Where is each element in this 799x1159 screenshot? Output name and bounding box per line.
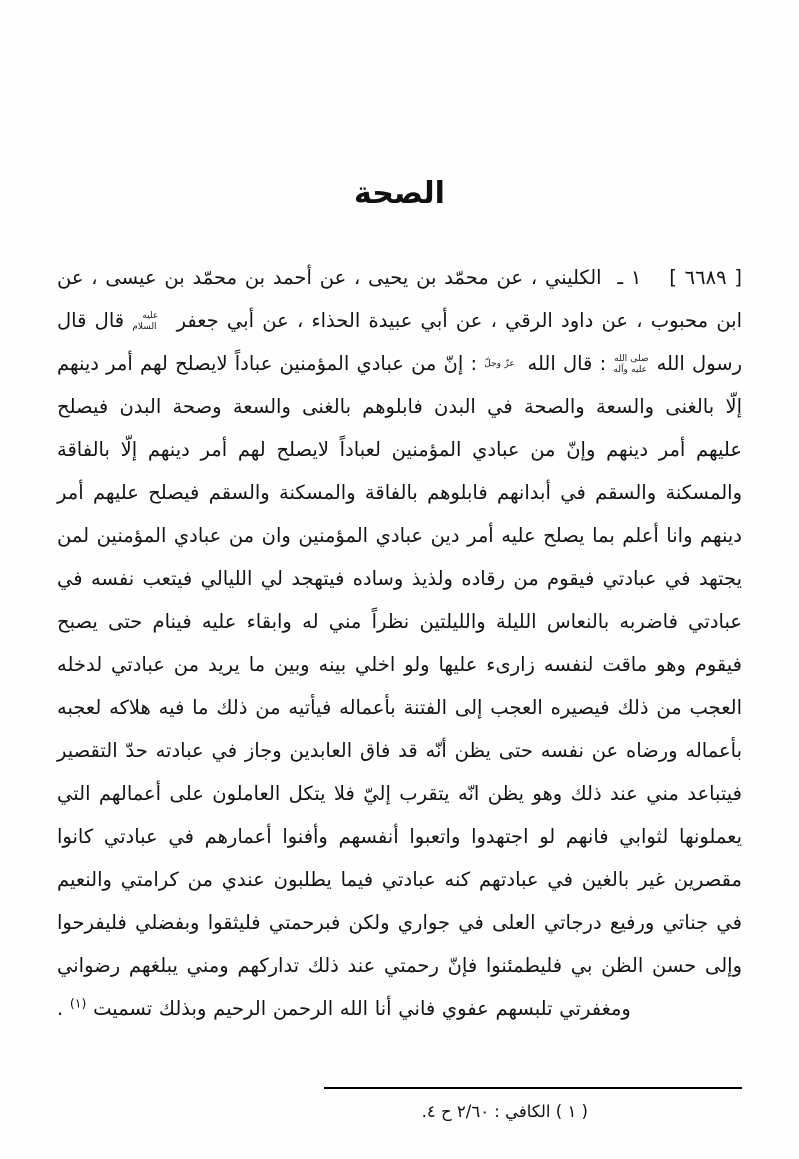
footnote-reference-marker: (١) — [69, 995, 87, 1011]
honorific-imam: عليه السلام — [132, 311, 159, 332]
footnote-citation: ( ١ ) الكافي : ٢/٦٠ ح ٤. — [421, 1102, 588, 1121]
colon-after-prophet: : — [599, 352, 607, 375]
end-period: . — [57, 997, 64, 1020]
hadith-qala-allah: قال الله — [527, 352, 593, 375]
honorific-allah: عزّ وجلّ — [484, 359, 515, 370]
hadith-matn: إنّ من عبادي المؤمنين عباداً لايصلح لهم أمر دينهم إلّا بالغنى والسعة والصحة في البدن فابلوهم بالغنى والسعة وصحة البدن فيصلح عليهم أمر دينهم وإنّ من عبادي المؤمنين لعباداً لايصلح لهم أمر دينهم إلّا بالفاقة والمسكنة والسقم في أبدانهم فابلوهم بالفاقة والمسكنة والسقم فيصلح عليهم أمر دينهم وانا أعلم بما يصلح عليه أمر دين عبادي المؤمنين وان من عبادي المؤمنين لمن يجتهد في عبادتي فيقوم من رقاده ولذيذ وساده فيتهجد لي الليالي فيتعب نفسه في عبادتي فاضربه بالنعاس الليلة والليلتين نظراً مني له وابقاء عليه فينام حتى يصبح فيقوم وهو ماقت لنفسه زارىء عليها ولو اخلي بينه وبين ما يريد من عبادتي لدخله العجب من ذلك فيصيره العجب إلى الفتنة بأعماله فيأتيه من ذلك ما فيه هلاكه لعجبه بأعماله ورضاه عن نفسه حتى يظن أنّه قد فاق العابدين وجاز في عبادته حدّ التقصير فيتباعد مني عند ذلك وهو يظن انّه يتقرب إليّ فلا يتكل العاملون على أعمالهم التي يعملونها لثوابي فانهم لو اجتهدوا واتعبوا أنفسهم وأفنوا أعمارهم في عبادتي كانوا مقصرين غير بالغين في عبادتهم كنه عبادتي فيما يطلبون عندي من كرامتي والنعيم في جناتي ورفيع درجاتي العلى في جواري ولكن فبرحمتي فليثقوا وبفضلي فليفرحوا وإلى حسن الظن بي فليطمئنوا فإنّ رحمتي عند ذلك تداركهم ومني يبلغهم رضواني ومغفرتي تلبسهم عفوي فاني أنا الله الرحمن الرحيم وبذلك تسميت — [57, 352, 742, 1020]
colon-after-allah: : — [470, 352, 478, 375]
hadith-sequence-number: ١ ـ — [617, 266, 642, 289]
hadith-number-bracket: [ ٦٦٨٩ ] — [669, 266, 743, 289]
footnote-divider-rule — [324, 1087, 742, 1089]
hadith-paragraph — [57, 256, 742, 1030]
page-title: الصحة — [354, 176, 445, 211]
hadith-isnad: الكليني ، عن محمّد بن يحيى ، عن أحمد بن محمّد بن عيسى ، عن ابن محبوب ، عن داود الرقي ، عن أبي عبيدة الحذاء ، عن أبي جعفر — [57, 266, 743, 332]
honorific-prophet: صلى الله عليه وآله — [613, 354, 649, 375]
hadith-qala: قال قال رسول الله — [57, 309, 743, 375]
